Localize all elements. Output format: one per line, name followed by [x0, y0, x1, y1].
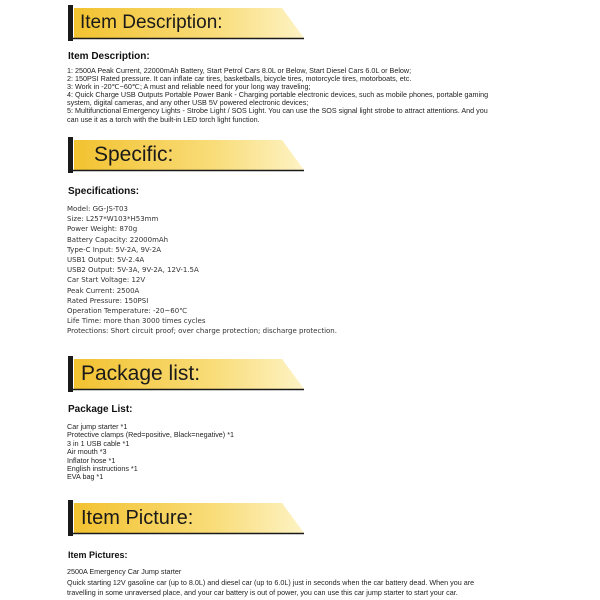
- section-heading: Item Pictures:: [68, 550, 128, 560]
- spec-line: Car Start Voltage: 12V: [67, 276, 146, 285]
- section-heading: Package List:: [68, 404, 133, 415]
- package-item: Car jump starter *1: [67, 423, 128, 431]
- spec-line: Battery Capacity: 22000mAh: [67, 235, 169, 244]
- picture-caption-line: travelling in some unraversed place, and your car battery is out of power, you can use this car jump starter to start your car.: [67, 588, 458, 598]
- banner-title: Item Picture:: [81, 507, 194, 529]
- description-line: system, digital cameras, and any other USB 5V powered electronic devices;: [67, 98, 309, 108]
- spec-line: Peak Current: 2500A: [67, 286, 140, 295]
- pictures-text: [67, 567, 600, 599]
- picture-caption-line: Quick starting 12V gasoline car (up to 8.0L) and diesel car (up to 6.0L) just in seconds when the car battery dead. When you are: [67, 577, 475, 587]
- package-item: Protective clamps (Red=positive, Black=negative) *1: [67, 430, 234, 440]
- description-line: can use it as a torch with the built-in LED torch light function.: [67, 114, 260, 124]
- banner-title: Specific:: [94, 143, 174, 166]
- description-line: 4: Quick Charge USB Outputs Portable Power Bank - Charging portable electronic devices, such as mobile phones, portable gaming: [67, 90, 489, 100]
- spec-line: Type-C Input: 5V-2A, 9V-2A: [67, 245, 162, 254]
- spec-line: Life Time: more than 3000 times cycles: [67, 317, 206, 326]
- package-list: [67, 423, 599, 482]
- spec-line: Size: L257*W103*H53mm: [67, 215, 159, 224]
- spec-line: Operation Temperature: -20~60℃: [67, 307, 188, 316]
- banner-item-picture: [68, 500, 304, 536]
- spec-line: USB2 Output: 5V-3A, 9V-2A, 12V-1.5A: [67, 266, 199, 275]
- specifications-list: [67, 204, 467, 337]
- banner-specific: [68, 137, 304, 173]
- description-line: 1: 2500A Peak Current, 22000mAh Battery, Start Petrol Cars 8.0L or Below, Start Diesel Cars 6.0L or Below;: [67, 67, 412, 75]
- description-line: 2: 150PSI Rated pressure. It can inflate car tires, basketballs, bicycle tires, motorcycle tires, motorboats, etc.: [67, 74, 412, 84]
- banner-title: Item Description:: [80, 12, 223, 33]
- description-line: 3: Work in -20℃~60℃; A must and reliable need for your long way traveling;: [67, 82, 311, 92]
- package-item: Air mouth *3: [67, 447, 107, 457]
- spec-line: Power Weight: 870g: [67, 225, 138, 234]
- package-item: Inflator hose *1: [67, 455, 116, 465]
- section-heading: Item Description:: [68, 51, 150, 62]
- section-heading: Specifications:: [68, 186, 140, 197]
- spec-line: USB1 Output: 5V-2.4A: [67, 256, 145, 265]
- banner-item-description: [68, 5, 304, 41]
- package-item: English instructions *1: [67, 464, 138, 474]
- banner-title: Package list:: [81, 362, 201, 385]
- spec-line: Rated Pressure: 150PSI: [67, 296, 149, 305]
- package-item: EVA bag *1: [67, 472, 104, 482]
- spec-line: Model: GG-JS-T03: [67, 205, 128, 213]
- picture-caption-line: 2500A Emergency Car Jump starter: [67, 567, 182, 576]
- banner-package-list: [68, 356, 304, 392]
- description-text: [67, 67, 599, 124]
- package-item: 3 in 1 USB cable *1: [67, 438, 130, 448]
- description-line: 5: Multifunctional Emergency Lights - Strobe Light / SOS Light. You can use the SOS signal light strobe to attract attentions. And you: [67, 106, 488, 116]
- spec-line: Protections: Short circuit proof; over charge protection; discharge protection.: [67, 327, 337, 336]
